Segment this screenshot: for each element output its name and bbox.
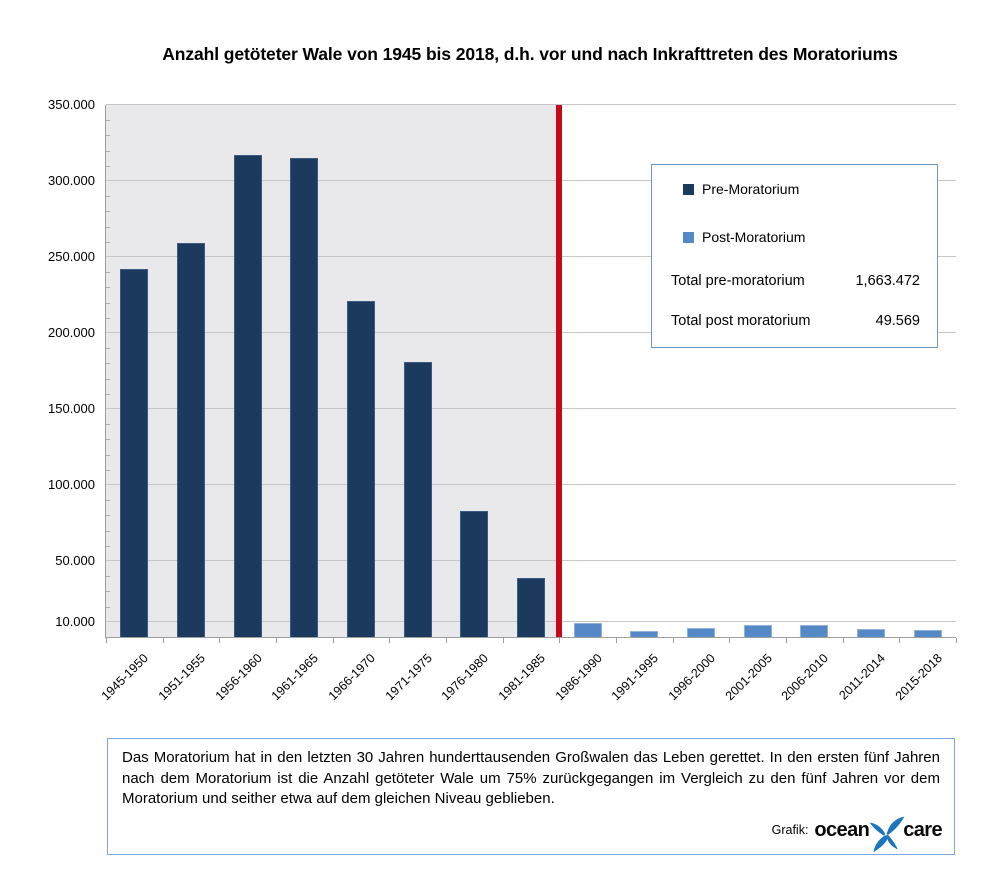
- total-pre-value: 1,663.472: [855, 273, 920, 289]
- x-axis-tick: [503, 638, 504, 643]
- x-axis-tick: [899, 638, 900, 643]
- y-minor-tick: [106, 211, 110, 212]
- y-tick-label: 50.000: [55, 553, 95, 568]
- y-minor-tick: [106, 515, 110, 516]
- bar-1996-2000: [687, 628, 715, 637]
- y-tick-label: 350.000: [48, 97, 95, 112]
- y-minor-tick: [106, 303, 110, 304]
- pre-moratorium-region: [106, 105, 559, 637]
- bar-1945-1950: [120, 269, 148, 637]
- bar-1971-1975: [404, 362, 432, 637]
- x-category-label: 1981-1985: [495, 651, 548, 704]
- x-category-label: 1945-1950: [99, 651, 152, 704]
- legend-label-post: Post-Moratorium: [702, 229, 806, 245]
- bar-1991-1995: [630, 631, 658, 637]
- y-minor-tick: [106, 348, 110, 349]
- y-minor-tick: [106, 546, 110, 547]
- y-minor-tick: [106, 363, 110, 364]
- total-post-label: Total post moratorium: [671, 313, 811, 329]
- bar-1961-1965: [290, 158, 318, 637]
- x-axis-tick: [843, 638, 844, 643]
- x-axis-labels: [99, 645, 955, 735]
- bar-1986-1990: [574, 623, 602, 637]
- y-minor-tick: [106, 470, 110, 471]
- x-category-label: 1991-1995: [609, 651, 662, 704]
- x-category-label: 1956-1960: [212, 651, 265, 704]
- y-minor-tick: [106, 227, 110, 228]
- gridline: [106, 104, 956, 105]
- y-minor-tick: [106, 242, 110, 243]
- x-category-label: 1951-1955: [155, 651, 208, 704]
- legend-total-post: [671, 313, 920, 329]
- credit-prefix: Grafik:: [771, 823, 809, 837]
- y-minor-tick: [106, 272, 110, 273]
- annotation-text: Das Moratorium hat in den letzten 30 Jahren hunderttausenden Großwalen das Leben gerettet. In den ersten fünf Jahren nach dem Moratorium ist die Anzahl getöteter Wale um 75% zurückgegangen im Vergleich zu den fünf Jahren vor dem Moratorium und seither etwa auf dem gleichen Niveau geblieben.: [122, 749, 940, 808]
- y-minor-tick: [106, 576, 110, 577]
- y-minor-tick: [106, 135, 110, 136]
- y-minor-tick: [106, 318, 110, 319]
- x-axis-tick: [616, 638, 617, 643]
- bar-2011-2014: [857, 629, 885, 637]
- y-minor-tick: [106, 591, 110, 592]
- total-post-value: 49.569: [875, 313, 920, 329]
- y-minor-tick: [106, 455, 110, 456]
- annotation-box: [107, 738, 955, 855]
- x-category-label: 2011-2014: [836, 651, 888, 703]
- bar-1976-1980: [460, 511, 488, 637]
- brand-care: care: [903, 818, 942, 841]
- x-axis-tick: [163, 638, 164, 643]
- x-category-label: 1961-1965: [269, 651, 322, 704]
- y-minor-tick: [106, 424, 110, 425]
- legend-total-pre: [671, 273, 920, 289]
- chart-title: Anzahl getöteter Wale von 1945 bis 2018, d.h. vor und nach Inkrafttreten des Moratoriums: [162, 44, 898, 64]
- bar-1966-1970: [347, 301, 375, 637]
- x-axis-tick: [333, 638, 334, 643]
- bar-2001-2005: [744, 625, 772, 637]
- y-tick-label: 300.000: [48, 173, 95, 188]
- legend-item-post: [683, 229, 805, 245]
- bar-2006-2010: [800, 625, 828, 637]
- x-category-label: 2001-2005: [722, 651, 775, 704]
- x-axis-tick: [729, 638, 730, 643]
- legend-box: [651, 164, 938, 348]
- x-axis-tick: [219, 638, 220, 643]
- y-tick-label: 100.000: [48, 477, 95, 492]
- y-minor-tick: [106, 120, 110, 121]
- y-tick-label: 200.000: [48, 325, 95, 340]
- bar-2015-2018: [914, 630, 942, 637]
- y-minor-tick: [106, 196, 110, 197]
- y-tick-label: 10.000: [55, 613, 95, 629]
- y-tick-label: 150.000: [48, 401, 95, 416]
- y-minor-tick: [106, 500, 110, 501]
- y-minor-tick: [106, 394, 110, 395]
- x-axis-tick: [389, 638, 390, 643]
- bar-1981-1985: [517, 578, 545, 637]
- pre-moratorium-swatch-icon: [683, 184, 694, 195]
- x-category-label: 1986-1990: [552, 651, 605, 704]
- x-axis-tick: [559, 638, 560, 643]
- y-minor-tick: [106, 151, 110, 152]
- legend-label-pre: Pre-Moratorium: [702, 181, 800, 197]
- x-category-label: 2015-2018: [892, 651, 945, 704]
- y-tick-label: 250.000: [48, 249, 95, 264]
- x-axis-tick: [276, 638, 277, 643]
- y-minor-tick: [106, 287, 110, 288]
- brand-ocean: ocean: [814, 818, 870, 841]
- legend-item-pre: [683, 181, 799, 197]
- x-category-label: 1971-1975: [382, 651, 435, 704]
- bar-1956-1960: [234, 155, 262, 637]
- bar-1951-1955: [177, 243, 205, 637]
- y-minor-tick: [106, 607, 110, 608]
- total-pre-label: Total pre-moratorium: [671, 273, 805, 289]
- x-axis-tick: [786, 638, 787, 643]
- x-axis-tick: [106, 638, 107, 643]
- x-axis-tick: [673, 638, 674, 643]
- oceancare-whale-fluke-icon: [865, 814, 907, 856]
- moratorium-divider-line: [556, 105, 562, 637]
- x-category-label: 1966-1970: [325, 651, 378, 704]
- y-minor-tick: [106, 379, 110, 380]
- x-axis-tick: [446, 638, 447, 643]
- x-category-label: 1996-2000: [665, 651, 718, 704]
- x-category-label: 1976-1980: [439, 651, 492, 704]
- x-axis-tick: [956, 638, 957, 643]
- y-minor-tick: [106, 531, 110, 532]
- post-moratorium-swatch-icon: [683, 232, 694, 243]
- x-category-label: 2006-2010: [779, 651, 832, 704]
- credit: [772, 814, 942, 846]
- y-minor-tick: [106, 166, 110, 167]
- y-minor-tick: [106, 439, 110, 440]
